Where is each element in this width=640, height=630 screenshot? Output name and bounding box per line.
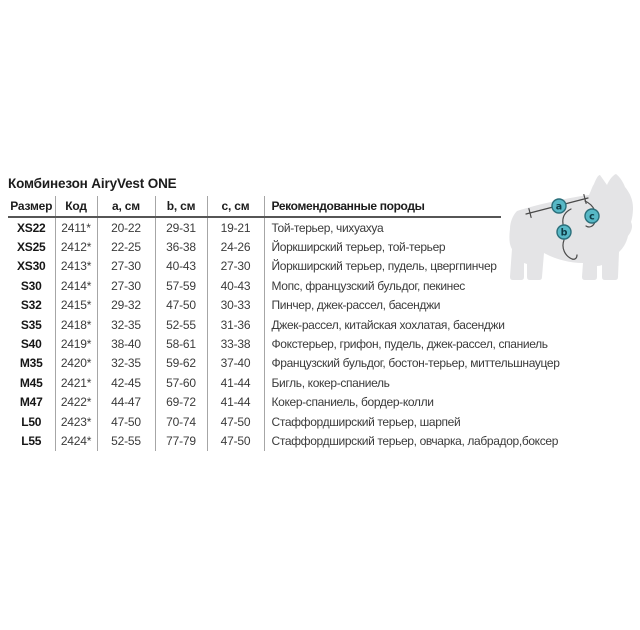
table-row: [8, 237, 501, 256]
cell-code: 2424*: [55, 431, 97, 450]
cell-c: 41-44: [207, 393, 264, 412]
cell-code: 2422*: [55, 393, 97, 412]
cell-breeds: Той-терьер, чихуахуа: [271, 220, 384, 235]
cell-breeds: Стаффордширский терьер, овчарка, лабрадор,боксер: [271, 433, 559, 448]
cell-a: 44-47: [97, 393, 155, 412]
size-table-header-row: [8, 196, 501, 217]
page-title: Комбинезон AiryVest ONE: [8, 176, 177, 191]
marker-c: [585, 209, 599, 223]
cell-size: XS22: [8, 217, 55, 237]
cell-size: S35: [8, 315, 55, 334]
cell-c: 19-21: [207, 217, 264, 237]
cell-a: 27-30: [97, 276, 155, 295]
cell-a: 22-25: [97, 237, 155, 256]
cell-breeds: Французский бульдог, бостон-терьер, миттельшнауцер: [271, 356, 560, 371]
cell-size: M47: [8, 393, 55, 412]
table-row: [8, 334, 501, 353]
cell-code: 2415*: [55, 296, 97, 315]
cell-breeds: Стаффордширский терьер, шарпей: [271, 414, 461, 429]
table-row: [8, 373, 501, 392]
cell-b: 47-50: [155, 296, 207, 315]
cell-a: 38-40: [97, 334, 155, 353]
cell-b: 57-59: [155, 276, 207, 295]
table-row: [8, 431, 501, 450]
cell-breeds: Джек-рассел, китайская хохлатая, басенджи: [271, 317, 505, 332]
cell-c: 37-40: [207, 354, 264, 373]
cell-a: 27-30: [97, 257, 155, 276]
table-row: [8, 276, 501, 295]
table-row: [8, 393, 501, 412]
cell-c: 30-33: [207, 296, 264, 315]
cell-c: 31-36: [207, 315, 264, 334]
cell-size: L50: [8, 412, 55, 431]
cell-b: 36-38: [155, 237, 207, 256]
cell-size: XS30: [8, 257, 55, 276]
cell-a: 29-32: [97, 296, 155, 315]
cell-code: 2419*: [55, 334, 97, 353]
table-row: [8, 217, 501, 237]
cell-b: 69-72: [155, 393, 207, 412]
column-header-c: c, см: [207, 196, 264, 217]
column-header-b: b, см: [155, 196, 207, 217]
cell-a: 20-22: [97, 217, 155, 237]
cell-breeds: Фокстерьер, грифон, пудель, джек-рассел, спаниель: [271, 337, 548, 352]
cell-size: M35: [8, 354, 55, 373]
marker-a: [552, 199, 566, 213]
cell-breeds: Кокер-спаниель, бордер-колли: [271, 395, 434, 410]
cell-c: 40-43: [207, 276, 264, 295]
cell-size: L55: [8, 431, 55, 450]
cell-breeds: Бигль, кокер-спаниель: [271, 375, 390, 390]
cell-a: 42-45: [97, 373, 155, 392]
cell-code: 2412*: [55, 237, 97, 256]
cell-size: M45: [8, 373, 55, 392]
cell-code: 2418*: [55, 315, 97, 334]
cell-a: 32-35: [97, 354, 155, 373]
cell-c: 41-44: [207, 373, 264, 392]
cell-c: 47-50: [207, 431, 264, 450]
cell-c: 33-38: [207, 334, 264, 353]
column-header-code: Код: [55, 196, 97, 217]
cell-b: 59-62: [155, 354, 207, 373]
cell-size: S30: [8, 276, 55, 295]
cell-size: XS25: [8, 237, 55, 256]
cell-size: S40: [8, 334, 55, 353]
column-header-size: Размер: [8, 196, 55, 217]
cell-c: 27-30: [207, 257, 264, 276]
dog-measurement-diagram: [497, 167, 640, 303]
marker-c-label: c: [589, 211, 595, 223]
cell-code: 2420*: [55, 354, 97, 373]
cell-c: 24-26: [207, 237, 264, 256]
cell-a: 52-55: [97, 431, 155, 450]
cell-a: 47-50: [97, 412, 155, 431]
cell-b: 40-43: [155, 257, 207, 276]
marker-b-label: b: [560, 227, 568, 239]
table-row: [8, 257, 501, 276]
cell-code: 2423*: [55, 412, 97, 431]
cell-c: 47-50: [207, 412, 264, 431]
table-row: [8, 354, 501, 373]
column-header-breeds: Рекомендованные породы: [264, 196, 501, 217]
size-table-body: [8, 217, 560, 451]
cell-b: 52-55: [155, 315, 207, 334]
cell-b: 58-61: [155, 334, 207, 353]
table-row: [8, 412, 501, 431]
table-row: [8, 296, 501, 315]
cell-code: 2414*: [55, 276, 97, 295]
marker-b: [557, 225, 571, 239]
size-chart-table: [8, 196, 560, 451]
cell-code: 2411*: [55, 217, 97, 237]
cell-code: 2413*: [55, 257, 97, 276]
cell-breeds: Йоркширский терьер, той-терьер: [271, 240, 446, 255]
cell-a: 32-35: [97, 315, 155, 334]
column-header-a: a, см: [97, 196, 155, 217]
dog-silhouette-image: [509, 174, 633, 280]
marker-a-label: a: [555, 201, 563, 213]
cell-b: 57-60: [155, 373, 207, 392]
cell-b: 29-31: [155, 217, 207, 237]
table-row: [8, 315, 501, 334]
cell-b: 77-79: [155, 431, 207, 450]
cell-breeds: Мопс, французский бульдог, пекинес: [271, 278, 465, 293]
cell-breeds: Пинчер, джек-рассел, басенджи: [271, 298, 441, 313]
cell-b: 70-74: [155, 412, 207, 431]
cell-breeds: Йоркширский терьер, пудель, цвергпинчер: [271, 259, 497, 274]
cell-code: 2421*: [55, 373, 97, 392]
cell-size: S32: [8, 296, 55, 315]
